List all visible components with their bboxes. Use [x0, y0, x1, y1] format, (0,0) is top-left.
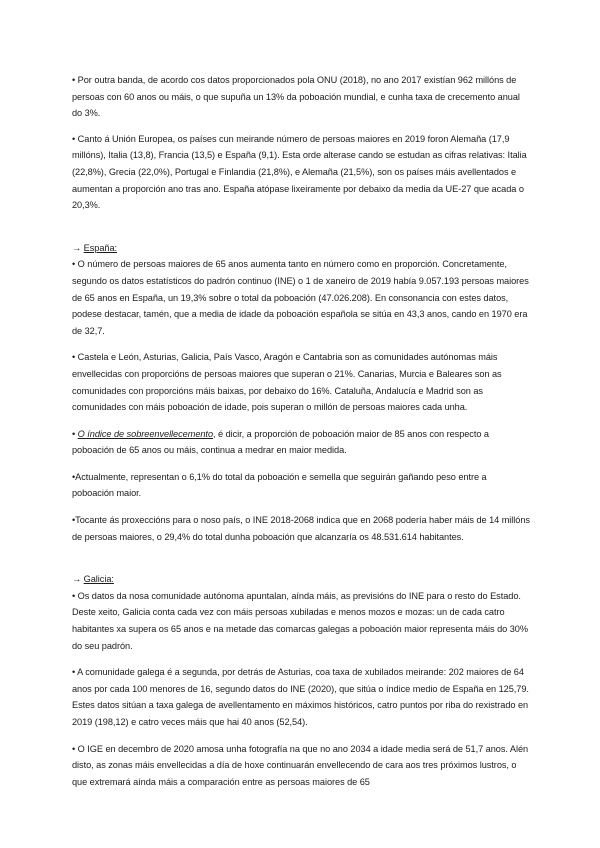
heading-label: España:	[83, 242, 118, 253]
paragraph-ine-projections: •Tocante ás proxeccións para o noso país, o INE 2018-2068 indica que en 2068 podería haber máis de 14 millóns de persoas maiores, o 29,4% do total dunha poboación que alcanzaría os 48.531.614 habitantes.	[72, 515, 530, 542]
section-heading-espana	[72, 240, 530, 257]
arrow-icon: →	[72, 574, 84, 585]
arrow-icon: →	[72, 242, 84, 253]
section-heading-galicia	[72, 571, 530, 588]
paragraph-autonomous-communities: • Castela e León, Asturias, Galicia, País Vasco, Aragón e Cantabria son as comunidades autónomas máis envellecidas con proporcións de persoas maiores que superan o 21%. Canarias, Murcia e Baleares son as comunidades con proporcións máis baixas, por debaixo do 16%. Cataluña, Andalucía e Madrid son as comunidades con máis poboación de idade, pois superan o millón de persoas maiores cada unha.	[72, 352, 502, 413]
paragraph-eu-countries: • Canto á Unión Europea, os países cun meirande número de persoas maiores en 2019 foron Alemaña (17,9 millóns), Italia (13,8), Francia (13,5) e España (9,1). Esta orde alterase cando se estudan as cifras relativas: Italia (22,8%), Grecia (22,0%), Portugal e Finlandia (21,8%), e Alemaña (21,5%), son os países máis avellentados e aumentan a proporción ano tras ano. España atópase lixeiramente por debaixo da media da UE-27 que acada o 20,3%.	[72, 133, 527, 211]
paragraph-current-share: •Actualmente, representan o 6,1% do total da poboación e semella que seguirán gañando peso entre a poboación maior.	[72, 471, 487, 499]
heading-label: Galicia:	[83, 574, 114, 585]
paragraph-overageing-index: • O índice de sobreenvellecemento, é dicir, a proporción de poboación maior de 85 anos con respecto a poboación de 65 anos ou máis, continua a medrar en maior medida.	[72, 428, 489, 456]
document-body	[72, 72, 530, 790]
paragraph-spain-over-65: • O número de persoas maiores de 65 anos aumenta tanto en número como en proporción. Concretamente, segundo os datos estatísticos do padrón continuo (INE) o 1 de xaneiro de 2019 había 9.057.193 persoas maiores de 65 anos en España, un 19,3% sobre o total da poboación (47.026.208). En consonancia con estes datos, podese destacar, tamén, que a media de idade da poboación española se sitúa en 43,3 anos, cando en 1970 era de 32,7.	[72, 259, 529, 336]
overageing-index-term: O índice de sobreenvellecemento	[77, 428, 213, 439]
paragraph-galicia-data: • Os datos da nosa comunidade autónoma apuntalan, aínda máis, as previsións do INE para o resto do Estado. Deste xeito, Galicia conta cada vez con máis persoas xubiladas e menos mozos e mozas: un de cada catro habitantes xa supera os 65 anos e na metade das comarcas galegas a poboación maior representa máis do 30% do seu padrón.	[72, 590, 528, 651]
paragraph-ige-2020: • O IGE en decembro de 2020 amosa unha fotografía na que no ano 2034 a idade media será de 51,7 anos. Alén disto, as zonas máis envellecidas a día de hoxe continuarán envellecendo de cara aos tres próximos lustros, o que extremará aínda máis a comparación entre as persoas maiores de 65	[72, 743, 529, 787]
paragraph-galicia-retirement-rate: • A comunidade galega é a segunda, por detrás de Asturias, coa taxa de xubilados meirande: 202 maiores de 64 anos por cada 100 menores de 16, segundo datos do INE (2020), que sitúa o índice medio de España en 125,79. Estes datos sitúan a taxa galega de avellentamento en máximos históricos, catro puntos por riba do rexistrado en 2019 (198,12) e catro veces máis que hai 40 anos (52,54).	[72, 667, 529, 727]
paragraph-onu-world-elderly: • Por outra banda, de acordo cos datos proporcionados pola ONU (2018), no ano 2017 existían 962 millóns de persoas con 60 anos ou máis, o que supuña un 13% da poboación mundial, e cunha taxa de crecemento anual do 3%.	[72, 75, 520, 119]
